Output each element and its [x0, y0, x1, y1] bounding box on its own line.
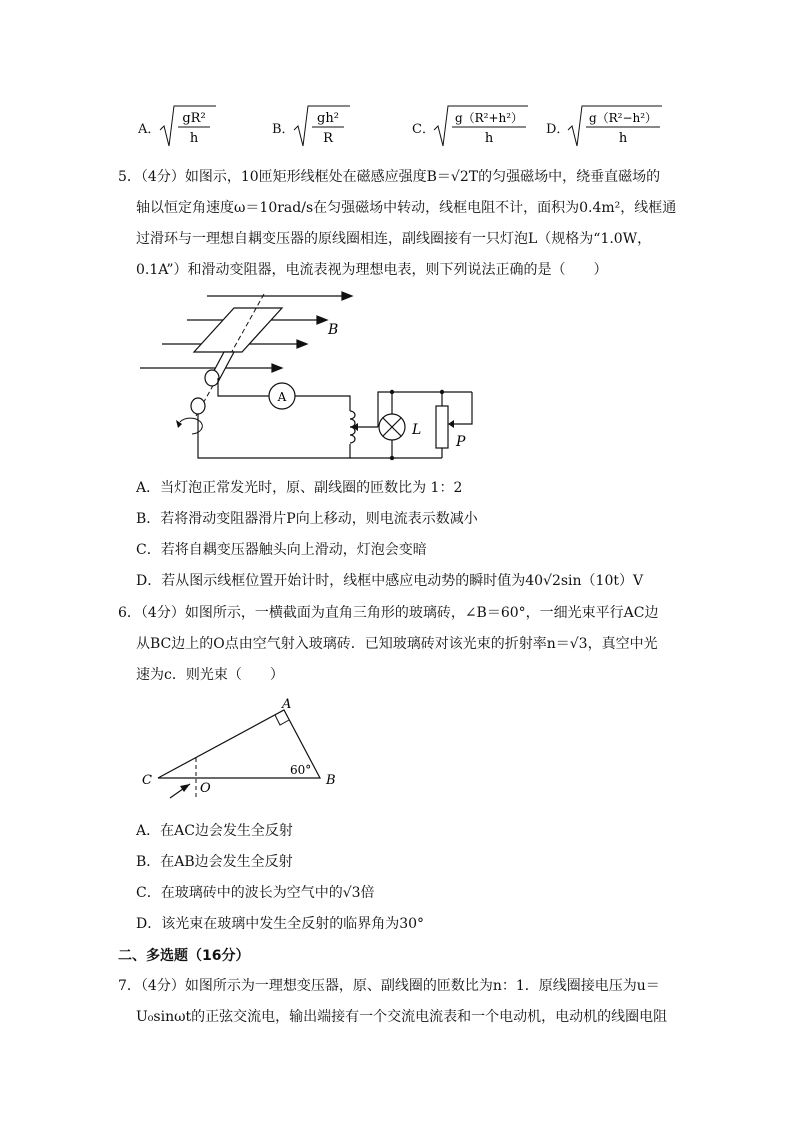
q5-option-a: A．当灯泡正常发光时，原、副线圈的匝数比为 1：2 [136, 480, 463, 496]
q6-option-b: B．在AB边会发生全反射 [136, 854, 293, 870]
q4-option-d-formula [566, 104, 666, 150]
q7-stem-line-1: 7．（4分）如图所示为一理想变压器，原、副线圈的匝数比为n：1．原线圈接电压为u＝ [118, 978, 660, 994]
q4-a-denominator: h [189, 131, 199, 146]
q4-b-numerator: gh² [317, 111, 339, 126]
q6-angle-label: 60° [290, 763, 312, 777]
q4-option-b-formula [292, 104, 352, 150]
q6-prism-diagram [138, 694, 348, 804]
q4-c-denominator: h [484, 131, 494, 146]
q5-ammeter-label: A [277, 390, 287, 404]
q5-stem-line-1: 5．（4分）如图示，10匝矩形线框处在磁感应强度B＝√2T的匀强磁场中，绕垂直磁场的 [118, 169, 661, 185]
q5-option-b: B．若将滑动变阻器滑片P向上移动，则电流表示数减小 [136, 511, 478, 527]
q6-stem-line-1: 6．（4分）如图所示，一横截面为直角三角形的玻璃砖，∠B＝60°，一细光束平行AC边 [118, 605, 659, 621]
q6-point-o: O [200, 781, 211, 796]
q6-stem-line-3: 速为c．则光束（ ） [136, 667, 284, 683]
q5-option-c: C．若将自耦变压器触头向上滑动，灯泡会变暗 [136, 542, 427, 558]
q5-generator-circuit-diagram [132, 286, 492, 468]
q4-option-a-label: A． [138, 122, 161, 137]
q4-option-c-label: C． [412, 122, 435, 137]
section-heading-multiple-choice: 二、多选题（16分） [118, 948, 250, 964]
q6-option-d: D．该光束在玻璃中发生全反射的临界角为30° [136, 916, 425, 932]
q6-option-c: C．在玻璃砖中的波长为空气中的√3倍 [136, 885, 375, 901]
q4-a-numerator: gR² [182, 111, 206, 126]
q5-lamp-label: L [412, 422, 422, 438]
q5-rheostat-label: P [456, 434, 466, 450]
q5-stem-line-2: 轴以恒定角速度ω＝10rad/s在匀强磁场中转动，线框电阻不计，面积为0.4m²，线框通 [136, 200, 677, 216]
q5-field-label-b: B [328, 322, 339, 338]
q5-stem-line-4: 0.1A”）和滑动变阻器，电流表视为理想电表，则下列说法正确的是（ ） [136, 262, 608, 278]
q6-vertex-c: C [142, 773, 152, 788]
q6-stem-line-2: 从BC边上的O点由空气射入玻璃砖．已知玻璃砖对该光束的折射率n＝√3，真空中光 [136, 636, 658, 652]
q4-d-denominator: h [618, 131, 628, 146]
q4-option-d-label: D． [546, 122, 570, 137]
q5-option-d: D．若从图示线框位置开始计时，线框中感应电动势的瞬时值为40√2sin（10t）V [136, 573, 644, 589]
q5-stem-line-3: 过滑环与一理想自耦变压器的原线圈相连，副线圈接有一只灯泡L（规格为“1.0W， [136, 231, 652, 247]
q4-option-c-formula [432, 104, 532, 150]
q7-stem-line-2: U₀sinωt的正弦交流电，输出端接有一个交流电流表和一个电动机，电动机的线圈电阻 [136, 1009, 668, 1025]
q4-c-numerator: g（R²+h²） [454, 111, 524, 125]
q4-option-a-formula [158, 104, 218, 150]
q6-option-a: A．在AC边会发生全反射 [136, 823, 293, 839]
q6-vertex-a: A [282, 697, 292, 712]
q4-option-b-label: B． [272, 122, 295, 137]
q4-b-denominator: R [323, 131, 333, 146]
q4-d-numerator: g（R²−h²） [588, 111, 658, 125]
q6-vertex-b: B [326, 773, 336, 788]
